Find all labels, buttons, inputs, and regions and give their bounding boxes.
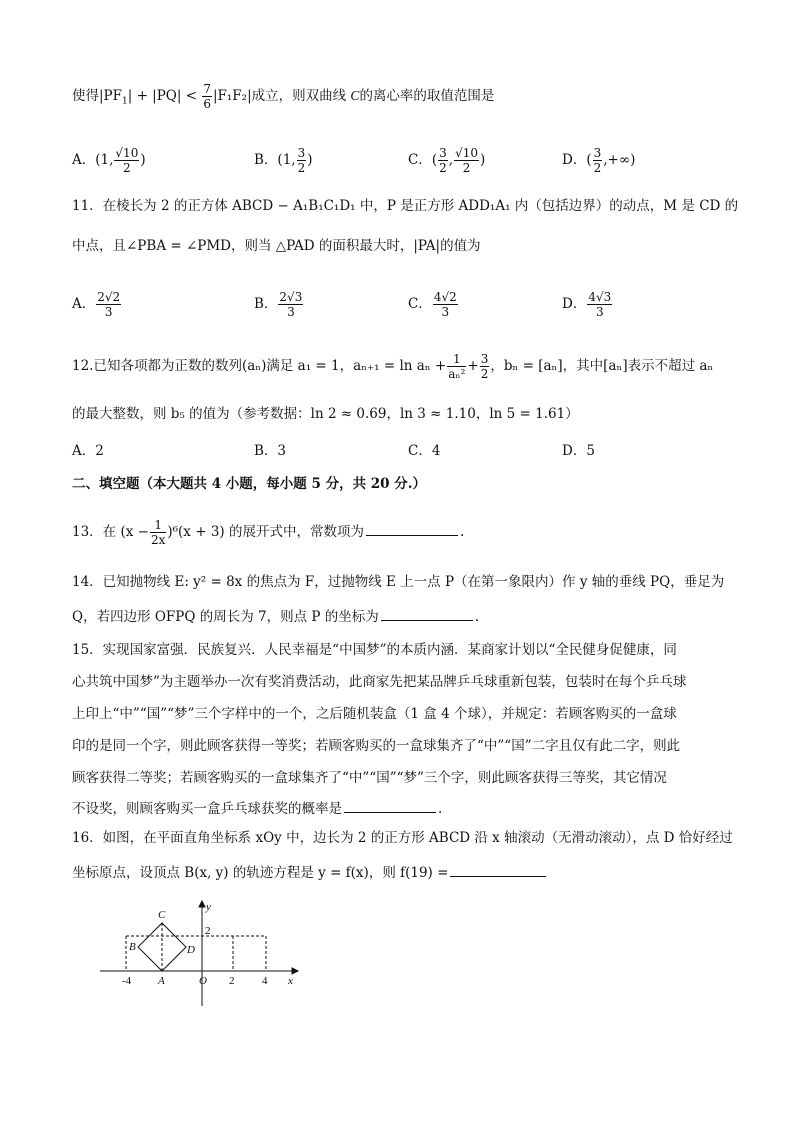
q15-line-2: 心共筑中国梦”为主题举办一次有奖消费活动，此商家先把某品牌乒乓球重新包装，包装时在每个乒乓球 [72,674,687,690]
q15-line-3: 上印上“中”“国”“梦”三个字样中的一个，之后随机装盒（1 盒 4 个球），并规定：若顾客购买的一盒球 [72,706,677,722]
q12-line-2: 的最大整数，则 b₅ 的值为（参考数据：ln 2 ≈ 0.69，ln 3 ≈ 1.10，ln 5 = 1.61） [72,406,579,422]
q14-line-2 [72,606,479,627]
tick-y2: 2 [205,925,211,937]
q12-line-1 [72,352,713,381]
q12-option-d [562,441,595,461]
q10-stem-suffix: |F₁F₂|成立，则双曲线 [212,88,347,104]
q10-option-a [72,146,146,175]
q10-option-d [562,146,635,175]
frac-num: √10 [455,146,478,160]
q15-line-1: 15．实现国家富强．民族复兴．人民幸福是“中国梦”的本质内涵．某商家计划以“全民健身促健康，同 [72,642,677,658]
tick-neg4: -4 [122,975,132,987]
option-fraction [114,146,139,175]
option-post: ) [140,152,146,168]
q10-stem-end: 的离心率的取值范围是 [359,88,495,104]
q11-line-2: 中点，且∠PBA = ∠PMD，则当 △PAD 的面积最大时，|PA|的值为 [72,238,481,254]
option-value: 2 [95,443,104,459]
option-label: B． [254,443,278,459]
q12-option-b [254,441,286,461]
q11-option-d [562,290,613,319]
option-pre: (1, [277,152,296,168]
frac-num: 1 [447,352,466,367]
option-label: B． [254,152,278,168]
q15-line-5: 顾客获得二等奖；若顾客购买的一盒球集齐了“中”“国”“梦”三个字，则此顾客获得三等奖，其它情况 [72,770,667,786]
q10-stem-var: C [350,88,360,103]
section-heading: 二、填空题（本大题共 4 小题，每小题 5 分，共 20 分.） [72,476,426,492]
option-fraction [593,146,603,175]
option-fraction [278,290,303,319]
option-value: 5 [586,443,595,459]
option-label: D． [562,152,587,168]
q10-fraction [202,82,212,111]
frac-num: 2√2 [97,290,121,304]
frac-num: 3 [439,146,447,160]
q12-line1-b: ，bₙ = [aₙ]，其中[aₙ]表示不超过 aₙ [490,358,714,374]
y-axis-arrow [199,901,205,907]
q16-answer-blank[interactable] [450,862,546,877]
frac-num: 3 [593,146,602,160]
option-label: C． [408,296,432,312]
q13-line [72,518,464,547]
q16-line-2 [72,862,548,883]
q14-end: . [474,609,480,625]
q10-option-c [408,146,485,175]
option-fraction [438,146,448,175]
frac-den: 2 [593,161,602,175]
q16-line-1: 16．如图，在平面直角坐标系 xOy 中，边长为 2 的正方形 ABCD 沿 x 轴滚动（无滑动滚动），点 D 恰好经过 [72,830,733,846]
rolling-square-figure [96,898,306,1008]
label-d: D [187,944,195,956]
frac-den: 2x [150,533,166,547]
frac-den: 3 [441,305,450,319]
q12-frac-1 [447,352,466,381]
q11-option-c [408,290,459,319]
q15-answer-blank[interactable] [344,798,436,813]
q14-line2-text: Q，若四边形 OFPQ 的周长为 7，则点 P 的坐标为 [72,609,379,625]
q12-option-a [72,441,104,461]
q12-option-c [408,441,440,461]
q15-last-text: 不设奖，则顾客购买一盒乒乓球获奖的概率是 [72,801,342,817]
q13-post: )⁶(x + 3) 的展开式中，常数项为 [167,524,364,540]
option-fraction [96,290,121,319]
option-pre: ( [586,152,592,168]
q10-stem: 使得$|PF_1| + |PQ|$ < $\frac{7}{6}$ |F₁F₂|成立，则双曲线 C的离心率的取值范围是 [72,82,495,111]
q15-line-4: 印的是同一个字，则此顾客获得一等奖；若顾客购买的一盒球集齐了“中”“国”二字且仅有此二字，则此 [72,738,681,754]
frac-den: 3 [104,305,113,319]
q10-option-b [254,146,313,175]
frac-num: 1 [150,518,166,533]
option-post: ,+∞) [603,152,636,168]
label-y: y [206,901,211,913]
frac-num: 2√3 [279,290,303,304]
frac-den: 2 [297,161,306,175]
q10-stem-prefix: 使得|PF [72,88,122,104]
q11-option-a [72,290,122,319]
frac-den: 2 [462,161,471,175]
option-label: A． [72,152,96,168]
q10-frac-num: 7 [203,82,211,96]
frac-den: 3 [287,305,295,319]
option-post: ) [479,152,486,168]
option-fraction-2 [454,146,479,175]
frac-num: 3 [480,352,489,366]
q12-frac-2 [480,352,490,381]
option-pre: ( [431,152,438,168]
frac-den: aₙ² [448,367,466,381]
option-label: A． [72,443,96,459]
option-fraction [433,290,458,319]
q12-plus: + [467,358,479,374]
option-label: D． [562,296,587,312]
q13-answer-blank[interactable] [366,521,458,536]
option-pre: (1, [95,152,114,168]
q14-answer-blank[interactable] [381,606,473,621]
frac-den: 3 [595,305,604,319]
q13-end: . [459,524,465,540]
tick-2: 2 [229,975,235,987]
q10-frac-den: 6 [203,97,211,111]
q14-line-1: 14．已知抛物线 E: y² = 8x 的焦点为 F，过抛物线 E 上一点 P（在第一象限内）作 y 轴的垂线 PQ，垂足为 [72,574,725,590]
frac-den: 2 [480,367,489,381]
q11-line-1: 11．在棱长为 2 的正方体 ABCD − A₁B₁C₁D₁ 中，P 是正方形 ADD₁A₁ 内（包括边界）的动点，M 是 CD 的 [72,198,739,214]
q12-line1-a: 12.已知各项都为正数的数列(aₙ)满足 a₁ = 1，aₙ₊₁ = ln aₙ + [72,358,447,374]
q15-end: . [438,801,443,817]
option-mid: , [448,152,454,168]
label-origin: O [199,975,207,987]
frac-num: 4√3 [588,290,612,304]
q11-option-b [254,290,304,319]
option-label: B． [254,296,278,312]
q10-stem-mid: | + |PQ| < [127,88,198,104]
tick-4: 4 [262,975,268,987]
option-value: 3 [277,443,287,459]
frac-den: 2 [123,161,131,175]
option-label: A． [72,296,96,312]
frac-num: √10 [115,146,139,160]
label-c: C [158,909,166,921]
option-value: 4 [431,443,441,459]
option-label: C． [408,443,432,459]
frac-num: 3 [297,146,306,160]
x-axis-arrow [292,968,298,974]
frac-den: 2 [439,161,447,175]
q13-fraction [150,518,166,547]
frac-num: 4√2 [433,290,457,304]
label-x: x [288,975,293,987]
option-fraction [587,290,612,319]
option-post: ) [307,152,313,168]
option-label: D． [562,443,587,459]
label-a: A [158,975,165,987]
label-b: B [129,941,136,953]
q16-line2-text: 坐标原点，设顶点 B(x, y) 的轨迹方程是 y = f(x)，则 f(19) = [72,865,449,881]
option-label: C． [408,152,432,168]
option-fraction [297,146,307,175]
q13-pre: 13．在 (x − [72,524,149,540]
q15-line-6 [72,798,442,819]
